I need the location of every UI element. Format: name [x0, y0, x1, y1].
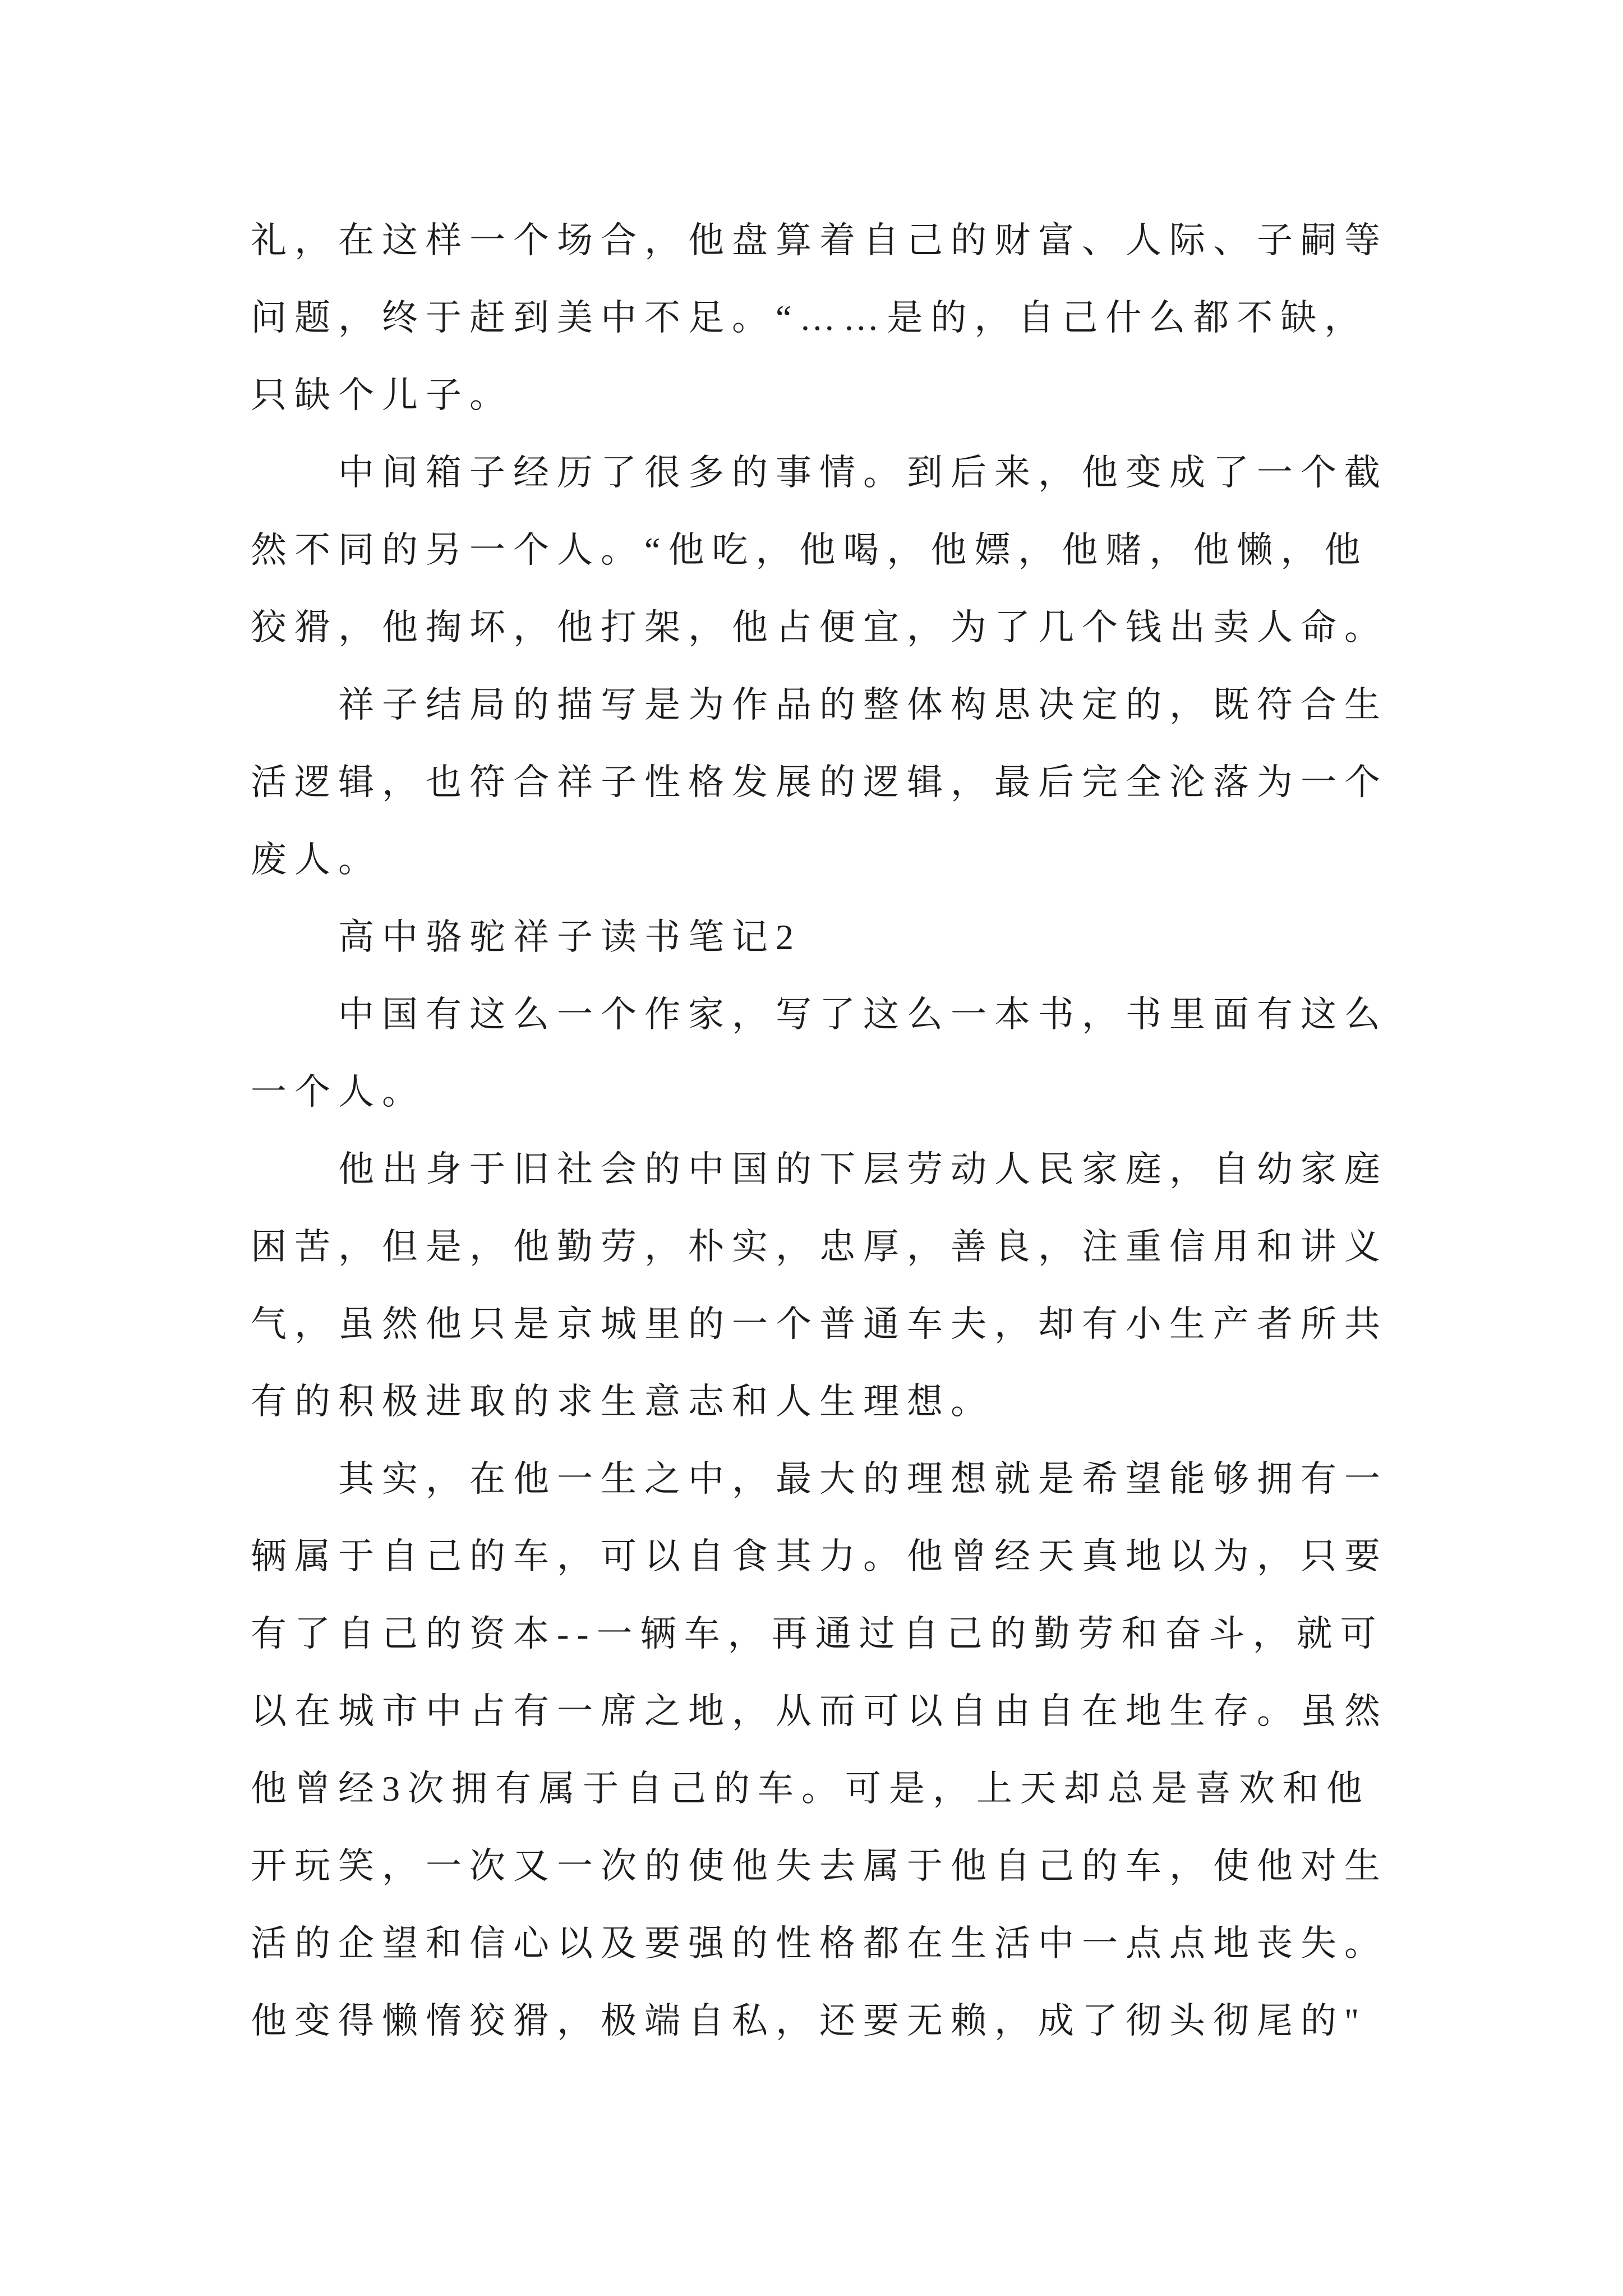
text-line: 中国有这么一个作家，写了这么一本书，书里面有这么: [338, 995, 1388, 1034]
text-line: 辆属于自己的车，可以自食其力。他曾经天真地以为，只要: [251, 1536, 1388, 1576]
text-line: 其实，在他一生之中，最大的理想就是希望能够拥有一: [338, 1459, 1388, 1499]
text-line: 开玩笑，一次又一次的使他失去属于他自己的车，使他对生: [251, 1846, 1388, 1886]
paragraph: [251, 1131, 1440, 1441]
text-line: 以在城市中占有一席之地，从而可以自由自在地生存。虽然: [251, 1691, 1388, 1731]
text-line: 废人。: [251, 840, 382, 880]
text-line: 气，虽然他只是京城里的一个普通车夫，却有小生产者所共: [251, 1304, 1388, 1344]
paragraph: [251, 1441, 1440, 2060]
text-line: 然不同的另一个人。“他吃，他喝，他嫖，他赌，他懒，他: [251, 530, 1368, 570]
text-line: 问题，终于赶到美中不足。“……是的，自己什么都不缺，: [251, 298, 1368, 338]
paragraph: [251, 976, 1440, 1131]
text-line: 困苦，但是，他勤劳，朴实，忠厚，善良，注重信用和讲义: [251, 1227, 1388, 1267]
document-body: [251, 202, 1440, 2060]
text-line: 只缺个儿子。: [251, 375, 513, 415]
text-line: 他出身于旧社会的中国的下层劳动人民家庭，自幼家庭: [338, 1149, 1388, 1189]
paragraph-continuation: [251, 202, 1440, 434]
text-line: 活逻辑，也符合祥子性格发展的逻辑，最后完全沦落为一个: [251, 762, 1388, 802]
text-line: 活的企望和信心以及要强的性格都在生活中一点点地丧失。: [251, 1924, 1388, 1963]
text-line: 祥子结局的描写是为作品的整体构思决定的，既符合生: [338, 685, 1388, 725]
text-line: 他曾经3次拥有属于自己的车。可是，上天却总是喜欢和他: [251, 1769, 1370, 1809]
paragraph: [251, 666, 1440, 899]
text-line: 他变得懒惰狡猾，极端自私，还要无赖，成了彻头彻尾的": [251, 2001, 1367, 2041]
text-line: 中间箱子经历了很多的事情。到后来，他变成了一个截: [338, 453, 1388, 493]
text-line: 一个人。: [251, 1072, 426, 1112]
text-line: 礼，在这样一个场合，他盘算着自己的财富、人际、子嗣等: [251, 220, 1388, 260]
text-line: 有的积极进取的求生意志和人生理想。: [251, 1382, 994, 1421]
section-heading: [251, 899, 1440, 976]
text-line: 有了自己的资本--一辆车，再通过自己的勤劳和奋斗，就可: [251, 1614, 1384, 1654]
heading-line: 高中骆驼祥子读书笔记2: [338, 917, 801, 957]
text-line: 狡猾，他掏坏，他打架，他占便宜，为了几个钱出卖人命。: [251, 608, 1388, 647]
paragraph: [251, 434, 1440, 666]
